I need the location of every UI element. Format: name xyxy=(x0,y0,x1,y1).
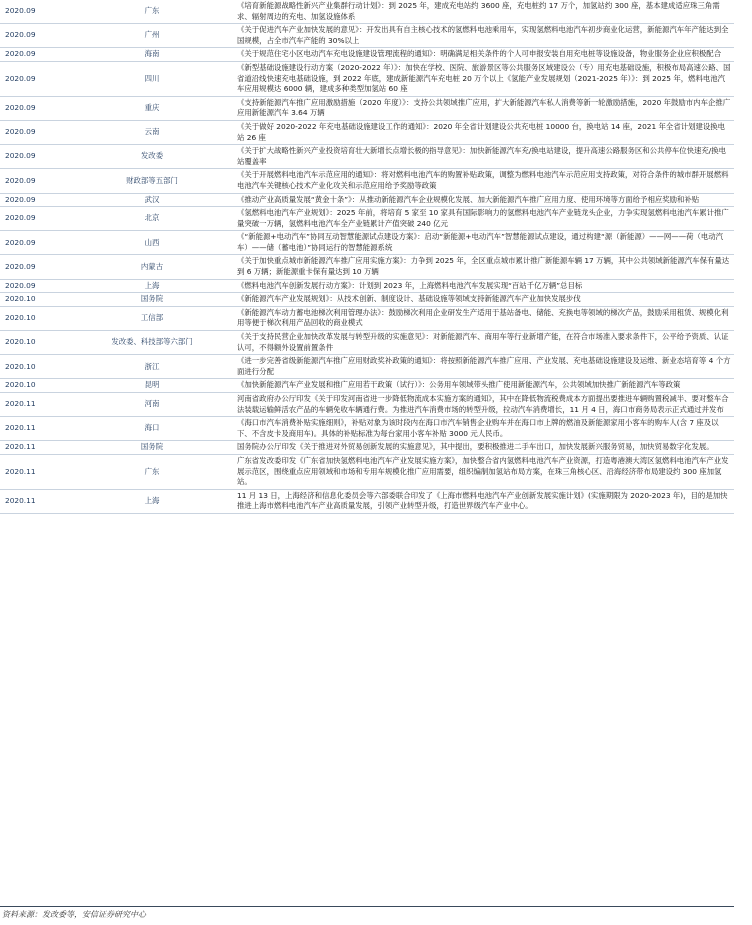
row-date: 2020.10 xyxy=(0,355,70,379)
row-region: 昆明 xyxy=(70,379,234,393)
table-row xyxy=(0,255,734,279)
table-row xyxy=(0,145,734,169)
row-date: 2020.10 xyxy=(0,306,70,330)
table-row xyxy=(0,193,734,207)
row-date: 2020.10 xyxy=(0,379,70,393)
row-content: 《关于加快重点城市新能源汽车推广应用实施方案》：力争到 2025 年，全区重点城市累计推广新能源车辆 17 万辆，其中公共领域新能源汽车保有量达到 6 万辆；新能源重卡保有量达到 10 万辆 xyxy=(234,255,734,279)
row-date: 2020.10 xyxy=(0,293,70,307)
table-row xyxy=(0,48,734,62)
row-content: 11 月 13 日，上海经济和信息化委员会等六部委联合印发了《上海市燃料电池汽车产业创新发展实施计划》(实施期限为 2020-2023 年)，目的是加快推进上海市燃料电池汽车产业高质量发展，引领产业转型升级，打造世界级汽车产业中心。 xyxy=(234,489,734,513)
row-content: 《关于支持民营企业加快改革发展与转型升级的实施意见》：对新能源汽车、商用车等行业新增产能，在符合市场准入要求条件下，公平给予资质、认证认可，不得额外设置前置条件 xyxy=(234,331,734,355)
row-date: 2020.11 xyxy=(0,393,70,417)
row-date: 2020.09 xyxy=(0,145,70,169)
row-date: 2020.11 xyxy=(0,417,70,441)
row-date: 2020.09 xyxy=(0,0,70,24)
row-content: 国务院办公厅印发《关于推进对外贸易创新发展的实施意见》，其中提出，要积极推进二手车出口，加快发展新兴服务贸易，加快贸易数字化发展。 xyxy=(234,441,734,455)
row-content: 《海口市汽车消费补贴实施细则》，补贴对象为该时段内在海口市汽车销售企业购车并在海口市上牌的燃油及新能源家用小客车的购车人(含 7 座及以下、不含皮卡及商用车)。具体的补贴标准为每台家用小客车补贴 3000 元人民币。 xyxy=(234,417,734,441)
row-content: 《培育新能源战略性新兴产业集群行动计划》：到 2025 年，建成充电站约 3600 座，充电桩约 17 万个，加氢站约 300 座，基本建成适应珠三角需求、辐射周边的充电、加氢设施体系 xyxy=(234,0,734,24)
table-row xyxy=(0,279,734,293)
row-date: 2020.09 xyxy=(0,255,70,279)
row-region: 上海 xyxy=(70,279,234,293)
row-date: 2020.11 xyxy=(0,489,70,513)
row-content: 广东省发改委印发《广东省加快氢燃料电池汽车产业发展实施方案》，加快整合省内氢燃料电池汽车产业资源，打造粤港澳大湾区氢燃料电池汽车产业发展示范区，围绕重点应用领域和市场和专用车规模化推广应用需要，组织编制加氢站布局方案，在珠三角核心区、沿海经济带布局建设约 300 座加氢站。 xyxy=(234,454,734,489)
row-region: 广州 xyxy=(70,24,234,48)
table-row xyxy=(0,24,734,48)
row-date: 2020.09 xyxy=(0,61,70,96)
row-date: 2020.09 xyxy=(0,279,70,293)
table-row xyxy=(0,454,734,489)
row-content: 《氢燃料电池汽车产业规划》：2025 年前，将培育 5 家至 10 家具有国际影响力的氢燃料电池汽车产业链龙头企业，力争实现氢燃料电池汽车累计推广量突破一万辆，氢燃料电池汽车全产业链累计产值突破 240 亿元 xyxy=(234,207,734,231)
row-content: 《燃料电池汽车创新发展行动方案》：计划到 2023 年，上海燃料电池汽车发展实现“百站千亿万辆”总目标 xyxy=(234,279,734,293)
row-date: 2020.11 xyxy=(0,441,70,455)
row-region: 浙江 xyxy=(70,355,234,379)
row-content: 《关于扩大战略性新兴产业投资培育壮大新增长点增长极的指导意见》：加快新能源汽车充/换电站建设，提升高速公路服务区和公共停车位快速充/换电站覆盖率 xyxy=(234,145,734,169)
row-region: 内蒙古 xyxy=(70,255,234,279)
row-content: 《新型基础设施建设行动方案（2020-2022 年）》：加快在学校、医院、旅游景区等公共服务区域建设公（专）用充电基础设施，积极布局高速公路、国省道沿线快速充电基础设施，到 2022 年底，建成新能源汽车充电桩 20 万个以上《氢能产业发展规划（2021-2025 年）》：到 2025 年，燃料电池汽车应用规模达 6000 辆，建成多种类型加氢站 60 座 xyxy=(234,61,734,96)
row-region: 山西 xyxy=(70,231,234,255)
row-date: 2020.09 xyxy=(0,48,70,62)
row-content: 《关于规范住宅小区电动汽车充电设施建设管理流程的通知》：明确满足相关条件的个人可申报安装自用充电桩等设施设备，物业服务企业应积极配合 xyxy=(234,48,734,62)
row-content: 《支持新能源汽车推广应用激励措施（2020 年度）》：支持公共领域推广应用，扩大新能源汽车私人消费等新一轮激励措施，2020 年鼓励市内车企推广应用新能源汽车 3.64 万辆 xyxy=(234,96,734,120)
source-note: 资料来源：发改委等，安信证券研究中心 xyxy=(2,910,146,919)
table-row xyxy=(0,417,734,441)
row-content: 《推动产业高质量发展“黄金十条”》：从推动新能源汽车企业规模化发展、加大新能源汽车推广应用力度、使用环境等方面给予相应奖励和补贴 xyxy=(234,193,734,207)
table-row xyxy=(0,331,734,355)
row-region: 海口 xyxy=(70,417,234,441)
row-content: 《关于开展燃料电池汽车示范应用的通知》：将对燃料电池汽车的购置补贴政策，调整为燃料电池汽车示范应用支持政策，对符合条件的城市群开展燃料电池汽车关键核心技术产业化攻关和示范应用给予奖励等政策 xyxy=(234,169,734,193)
row-date: 2020.09 xyxy=(0,193,70,207)
row-content: 《关于做好 2020-2022 年充电基础设施建设工作的通知》：2020 年全省计划建设公共充电桩 10000 台，换电站 14 座，2021 年全省计划建设换电站 26 座 xyxy=(234,120,734,144)
row-region: 国务院 xyxy=(70,441,234,455)
row-region: 武汉 xyxy=(70,193,234,207)
table-row xyxy=(0,169,734,193)
row-region: 广东 xyxy=(70,454,234,489)
row-date: 2020.09 xyxy=(0,120,70,144)
table-row xyxy=(0,441,734,455)
row-date: 2020.09 xyxy=(0,96,70,120)
table-row xyxy=(0,120,734,144)
row-date: 2020.11 xyxy=(0,454,70,489)
row-date: 2020.10 xyxy=(0,331,70,355)
row-region: 发改委、科技部等六部门 xyxy=(70,331,234,355)
row-region: 上海 xyxy=(70,489,234,513)
row-region: 广东 xyxy=(70,0,234,24)
table-row xyxy=(0,293,734,307)
row-content: 《“新能源+电动汽车”协同互动智慧能源试点建设方案》：启动“新能源+电动汽车”智慧能源试点建设，通过构建“源（新能源）——网——荷（电动汽车）——储（蓄电池）”协同运行的智慧能源系统 xyxy=(234,231,734,255)
row-region: 财政部等五部门 xyxy=(70,169,234,193)
row-content: 《关于促进汽车产业加快发展的意见》：开发出具有自主核心技术的氢燃料电池乘用车，实现氢燃料电池汽车初步商业化运营，新能源汽车年产能达到全国规模，占全市汽车产能的 30%以上 xyxy=(234,24,734,48)
row-region: 重庆 xyxy=(70,96,234,120)
row-region: 河南 xyxy=(70,393,234,417)
row-region: 北京 xyxy=(70,207,234,231)
table-row xyxy=(0,61,734,96)
row-region: 云南 xyxy=(70,120,234,144)
row-date: 2020.09 xyxy=(0,169,70,193)
row-content: 《新能源汽车动力蓄电池梯次利用管理办法》：鼓励梯次利用企业研发生产适用于基站备电、储能、充换电等领域的梯次产品，鼓励采用租赁、规模化利用等便于梯次利用产品回收的商业模式 xyxy=(234,306,734,330)
table-row xyxy=(0,0,734,24)
row-content: 《新能源汽车产业发展规划》：从技术创新、制度设计、基础设施等领域支持新能源汽车产业加快发展步伐 xyxy=(234,293,734,307)
row-region: 海南 xyxy=(70,48,234,62)
table-row xyxy=(0,489,734,513)
row-content: 河南省政府办公厅印发《关于印发河南省进一步降低物流成本实施方案的通知》，其中在降低物流税费成本方面提出要推进车辆购置税减半、要对整车合法装载运输鲜活农产品的车辆免收车辆通行费。为推进汽车消费市场的转型升级，拉动汽车消费增长，11 月 4 日，海口市商务局表示正式通过并发布 xyxy=(234,393,734,417)
table-row xyxy=(0,231,734,255)
row-date: 2020.09 xyxy=(0,207,70,231)
row-region: 发改委 xyxy=(70,145,234,169)
row-date: 2020.09 xyxy=(0,24,70,48)
footer-divider xyxy=(0,906,734,907)
table-row xyxy=(0,306,734,330)
table-row xyxy=(0,393,734,417)
table-row xyxy=(0,96,734,120)
row-content: 《进一步完善省级新能源汽车推广应用财政奖补政策的通知》：将按照新能源汽车推广应用、产业发展、充电基础设施建设及运维、新业态培育等 4 个方面进行分配 xyxy=(234,355,734,379)
row-region: 工信部 xyxy=(70,306,234,330)
row-region: 四川 xyxy=(70,61,234,96)
table-row xyxy=(0,355,734,379)
row-date: 2020.09 xyxy=(0,231,70,255)
row-content: 《加快新能源汽车产业发展和推广应用若干政策（试行）》：公务用车领域带头推广使用新能源汽车，公共领域加快推广新能源汽车等政策 xyxy=(234,379,734,393)
table-row xyxy=(0,207,734,231)
table-row xyxy=(0,379,734,393)
row-region: 国务院 xyxy=(70,293,234,307)
